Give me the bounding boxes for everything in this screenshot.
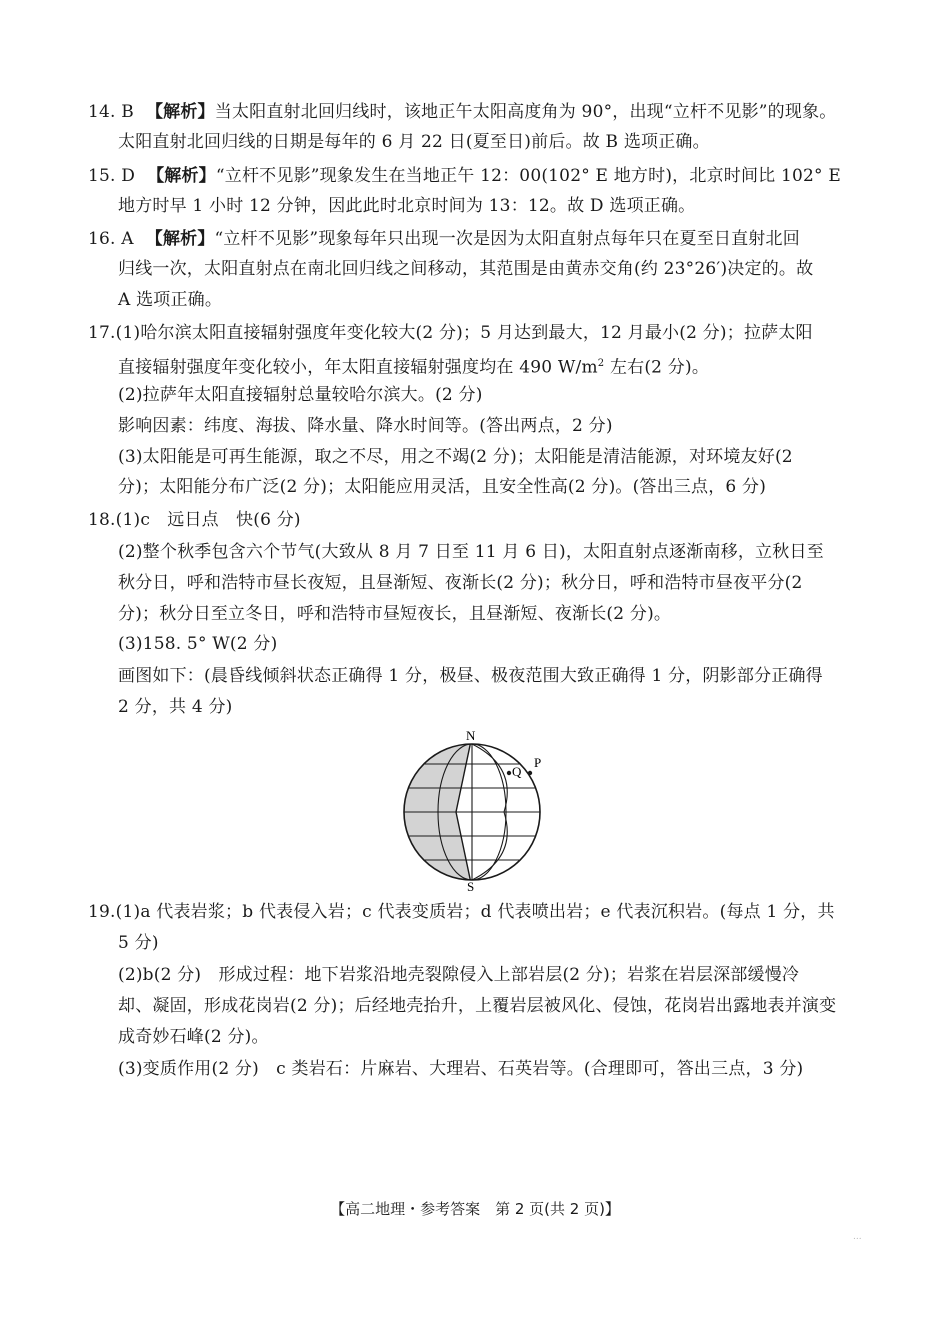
q18-line-1 <box>88 505 301 535</box>
q18-line-7: 2 分，共 4 分) <box>118 697 233 717</box>
q17-line-5: (3)太阳能是可再生能源，取之不尽，用之不竭(2 分)；太阳能是清洁能源，对环境友好(2 <box>118 447 793 467</box>
q19-number: 19. <box>88 902 116 922</box>
label-north: N <box>466 728 476 743</box>
q17-text-2a: 直接辐射强度年变化较小，年太阳直接辐射强度均在 490 W/m <box>118 357 598 378</box>
q19-text-1: (1)a 代表岩浆；b 代表侵入岩；c 代表变质岩；d 代表喷出岩；e 代表沉积岩。(每点 1 分，共 <box>115 902 835 922</box>
q18-number: 18. <box>88 510 116 530</box>
label-q: Q <box>512 764 522 779</box>
q18-line-4: 分)；秋分日至立冬日，呼和浩特市昼短夜长，且昼渐短、夜渐长(2 分)。 <box>118 604 672 624</box>
point-q-marker <box>507 771 511 775</box>
page-footer: 【高二地理・参考答案 第 2 页(共 2 页)】 <box>330 1200 620 1218</box>
q15-analysis-tag: 【解析】 <box>147 166 216 186</box>
q15-line-1 <box>88 161 841 191</box>
q18-line-3: 秋分日，呼和浩特市昼长夜短，且昼渐短、夜渐长(2 分)；秋分日，呼和浩特市昼夜平分(2 <box>118 573 803 593</box>
q16-line-3: A 选项正确。 <box>118 290 223 310</box>
q17-number: 17. <box>88 323 116 343</box>
q15-line-2: 地方时早 1 小时 12 分钟，因此此时北京时间为 13：12。故 D 选项正确。 <box>118 196 696 216</box>
q17-line-4: 影响因素：纬度、海拔、降水量、降水时间等。(答出两点，2 分) <box>118 416 613 436</box>
point-p-marker <box>528 771 532 775</box>
q17-line-6: 分)；太阳能分布广泛(2 分)；太阳能应用灵活，且安全性高(2 分)。(答出三点，6 分) <box>118 477 767 497</box>
q17-line-3: (2)拉萨年太阳直接辐射总量较哈尔滨大。(2 分) <box>118 385 483 405</box>
q18-line-5: (3)158. 5° W(2 分) <box>118 634 278 654</box>
q19-line-6: (3)变质作用(2 分) c 类岩石：片麻岩、大理岩、石英岩等。(合理即可，答出三点，3 分) <box>118 1059 804 1079</box>
q16-analysis-tag: 【解析】 <box>145 229 215 249</box>
q15-text-1: “立杆不见影”现象发生在当地正午 12：00(102° E 地方时)，北京时间比 102° E <box>215 166 841 186</box>
q17-line-1 <box>88 318 813 348</box>
q18-line-6: 画图如下：(晨昏线倾斜状态正确得 1 分，极昼、极夜范围大致正确得 1 分，阴影部分正确得 <box>118 666 823 686</box>
q19-line-1 <box>88 897 835 927</box>
q19-line-3: (2)b(2 分) 形成过程：地下岩浆沿地壳裂隙侵入上部岩层(2 分)；岩浆在岩层深部缓慢冷 <box>118 965 800 985</box>
q19-line-4: 却、凝固，形成花岗岩(2 分)；后经地壳抬升，上覆岩层被风化、侵蚀，花岗岩出露地表并演变 <box>118 996 837 1016</box>
q17-text-2b: 左右(2 分)。 <box>604 357 710 378</box>
label-p: P <box>534 755 542 770</box>
q14-analysis-tag: 【解析】 <box>145 102 215 122</box>
q17-line-2 <box>118 349 709 383</box>
footer-dots: ... <box>853 1232 862 1242</box>
q14-line-1 <box>88 97 836 127</box>
q16-line-2: 归线一次，太阳直射点在南北回归线之间移动，其范围是由黄赤交角(约 23°26′)决定的。故 <box>118 259 814 279</box>
q16-number: 16. A <box>88 229 134 249</box>
q16-text-1: “立杆不见影”现象每年只出现一次是因为太阳直射点每年只在夏至日直射北回 <box>214 229 800 249</box>
q18-line-2: (2)整个秋季包含六个节气(大致从 8 月 7 日至 11 月 6 日)，太阳直射点逐渐南移，立秋日至 <box>118 542 824 562</box>
q14-line-2: 太阳直射北回归线的日期是每年的 6 月 22 日(夏至日)前后。故 B 选项正确。 <box>118 132 710 152</box>
q19-line-5: 成奇妙石峰(2 分)。 <box>118 1027 269 1047</box>
label-south: S <box>467 879 475 893</box>
q19-line-2: 5 分) <box>118 933 159 953</box>
q18-text-1: (1)c 远日点 快(6 分) <box>115 510 301 530</box>
q15-number: 15. D <box>88 166 136 186</box>
q16-line-1 <box>88 224 800 254</box>
q17-text-1: (1)哈尔滨太阳直接辐射强度年变化较大(2 分)；5 月达到最大，12 月最小(2 分)；拉萨太阳 <box>115 323 813 343</box>
q17-superscript: 2 <box>597 358 605 369</box>
q14-text-1: 当太阳直射北回归线时，该地正午太阳高度角为 90°，出现“立杆不见影”的现象。 <box>214 102 837 122</box>
q14-number: 14. B <box>88 102 134 122</box>
earth-illumination-diagram <box>400 727 550 893</box>
